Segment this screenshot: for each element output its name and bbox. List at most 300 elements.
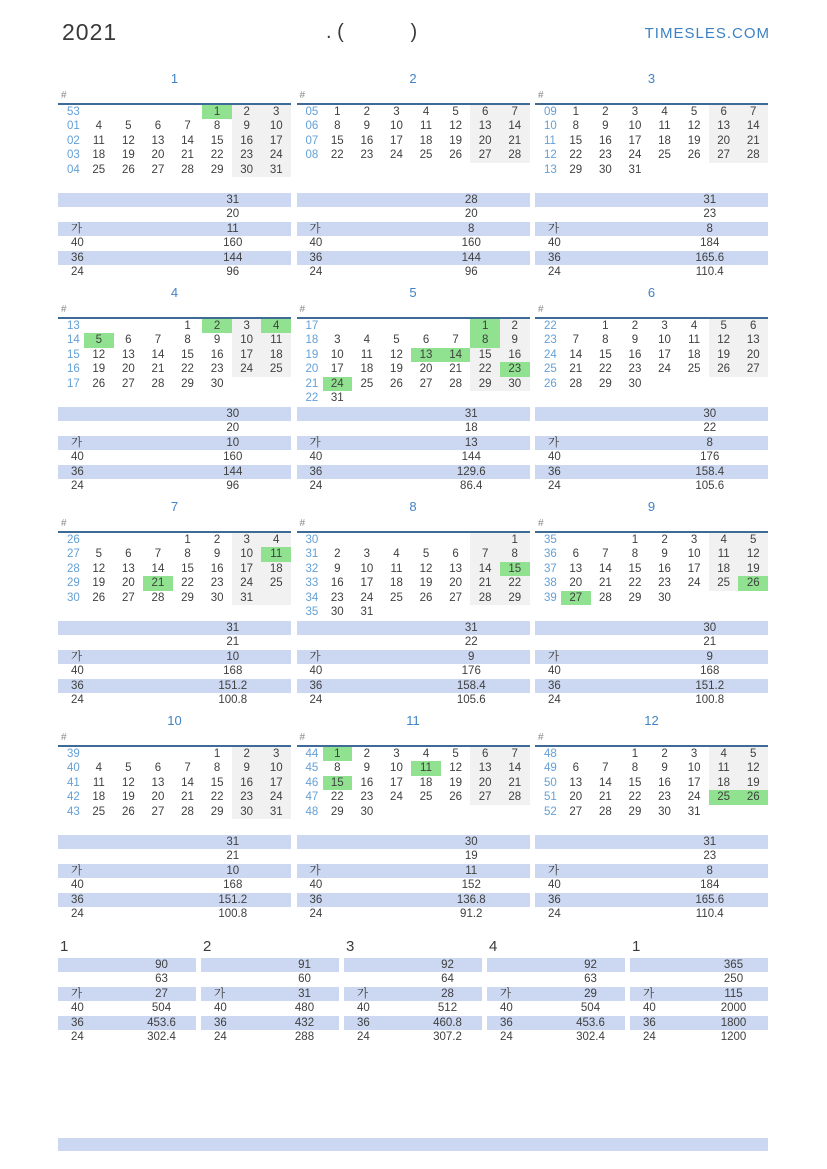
summary-table — [58, 193, 291, 279]
summary-row — [535, 251, 768, 265]
day-cell: 1 — [631, 534, 639, 546]
summary-value: 176 — [461, 665, 481, 678]
year-total-block — [630, 938, 768, 1044]
summary-label: 가 — [71, 222, 83, 235]
summary-row — [297, 251, 530, 265]
month-title: 3 — [647, 71, 656, 86]
day-cell: 14 — [598, 776, 612, 789]
holiday-day-cell: 8 — [470, 333, 500, 347]
summary-row — [201, 972, 339, 986]
day-cell: 7 — [738, 105, 768, 119]
week-row — [58, 533, 291, 547]
summary-row — [535, 465, 768, 479]
summary-row — [487, 1001, 625, 1015]
day-cell: 26 — [419, 591, 433, 604]
day-cell: 5 — [690, 106, 698, 118]
week-row — [58, 362, 291, 376]
week-row — [297, 377, 530, 391]
day-cell: 9 — [500, 333, 530, 347]
day-cell: 30 — [330, 605, 344, 618]
month-block-6 — [535, 284, 768, 498]
summary-label: 40 — [548, 451, 561, 464]
day-cell — [561, 319, 591, 333]
day-cell: 17 — [687, 776, 701, 789]
day-cell: 9 — [232, 119, 262, 133]
day-cell: 23 — [232, 790, 262, 804]
day-cell: 21 — [449, 363, 462, 376]
week-number: 05 — [305, 106, 319, 118]
day-cell: 18 — [360, 363, 374, 376]
day-cell: 14 — [181, 134, 194, 147]
day-cell: 5 — [738, 533, 768, 547]
summary-label: 36 — [309, 251, 323, 264]
summary-value: 29 — [584, 987, 597, 1000]
summary-label — [535, 207, 652, 221]
day-cell — [591, 747, 621, 761]
summary-value: 460.8 — [433, 1016, 462, 1029]
month-title: 9 — [647, 499, 656, 514]
day-cell: 28 — [500, 790, 530, 804]
summary-value: 105.6 — [456, 693, 486, 706]
week-number: 39 — [544, 591, 557, 604]
day-cell: 14 — [598, 562, 612, 575]
day-cell: 11 — [390, 562, 403, 575]
summary-label — [535, 407, 652, 421]
day-cell: 4 — [661, 106, 668, 118]
summary-label: 24 — [309, 479, 323, 492]
summary-row — [58, 1001, 196, 1015]
summary-row — [535, 849, 768, 863]
summary-table — [297, 193, 530, 279]
summary-label: 가 — [309, 222, 321, 235]
summary-row — [297, 450, 530, 464]
day-cell: 9 — [232, 761, 262, 775]
summary-label: 24 — [309, 693, 323, 706]
summary-label: 가 — [548, 650, 560, 663]
day-cell: 22 — [330, 791, 344, 804]
week-number: 41 — [67, 776, 80, 789]
day-cell: 22 — [470, 362, 500, 376]
holiday-day-cell: 25 — [709, 790, 739, 804]
quarters-row — [58, 938, 768, 1044]
summary-row — [297, 679, 530, 693]
day-cell: 10 — [687, 548, 701, 561]
month-calendar — [297, 732, 530, 819]
summary-row — [344, 958, 482, 972]
day-cell: 7 — [500, 747, 530, 761]
week-row — [58, 747, 291, 761]
summary-label — [487, 972, 556, 986]
month-calendar — [58, 518, 291, 605]
week-number: 13 — [67, 320, 80, 332]
summary-table — [297, 835, 530, 921]
holiday-day-cell: 23 — [500, 362, 530, 376]
summary-label — [297, 621, 414, 635]
month-title: 10 — [167, 713, 182, 728]
holiday-day-cell: 1 — [470, 319, 500, 333]
day-cell: 26 — [687, 149, 701, 162]
week-number: 02 — [67, 134, 80, 147]
day-cell: 4 — [709, 747, 739, 761]
week-number: 15 — [67, 348, 80, 361]
day-cell — [411, 533, 441, 547]
day-cell: 25 — [360, 377, 374, 390]
day-cell: 7 — [470, 547, 500, 561]
week-row — [297, 391, 530, 405]
day-cell — [650, 163, 680, 177]
week-row — [297, 605, 530, 619]
summary-row — [344, 987, 482, 1001]
day-cell — [323, 319, 353, 333]
day-cell: 8 — [631, 548, 639, 561]
summary-label: 가 — [548, 864, 560, 877]
summary-value: 144 — [223, 465, 243, 478]
day-cell: 4 — [709, 533, 739, 547]
summary-row — [58, 621, 291, 635]
day-cell: 13 — [738, 333, 768, 347]
day-cell: 3 — [393, 106, 400, 118]
day-cell — [143, 319, 173, 333]
day-cell: 11 — [709, 761, 739, 775]
summary-label: 36 — [71, 679, 84, 692]
week-row — [58, 805, 291, 819]
summary-label: 가 — [500, 987, 512, 1000]
day-cell: 5 — [452, 106, 459, 118]
day-cell: 31 — [330, 391, 344, 404]
week-column-header: # — [535, 518, 768, 533]
summary-table — [297, 621, 530, 707]
day-cell: 7 — [154, 548, 162, 561]
summary-row — [297, 222, 530, 236]
week-number: 37 — [544, 562, 557, 575]
holiday-day-cell: 1 — [323, 747, 353, 761]
summary-label: 40 — [71, 879, 84, 892]
summary-row — [535, 450, 768, 464]
day-cell: 22 — [210, 149, 224, 162]
day-cell: 22 — [181, 363, 194, 376]
day-cell: 20 — [151, 791, 165, 804]
summary-row — [630, 972, 768, 986]
day-cell: 29 — [628, 805, 642, 818]
summary-value: 302.4 — [147, 1030, 176, 1043]
day-cell — [441, 605, 471, 619]
day-cell: 20 — [151, 149, 165, 162]
day-cell: 30 — [658, 805, 671, 818]
day-cell: 19 — [449, 134, 462, 147]
summary-row — [297, 664, 530, 678]
week-row — [535, 148, 768, 162]
day-cell: 24 — [687, 577, 701, 590]
summary-label — [58, 193, 175, 207]
day-cell — [352, 319, 382, 333]
day-cell: 15 — [210, 776, 224, 789]
week-row — [58, 333, 291, 347]
summary-value: 250 — [723, 973, 744, 986]
day-cell: 26 — [449, 791, 462, 804]
summary-value: 8 — [706, 222, 713, 235]
summary-row — [344, 1016, 482, 1030]
week-column-header: # — [58, 518, 291, 533]
summary-label: 가 — [71, 987, 83, 1000]
summary-row — [297, 193, 530, 207]
week-number: 42 — [67, 791, 80, 804]
day-cell: 23 — [598, 149, 612, 162]
day-cell: 14 — [470, 562, 500, 576]
day-cell: 21 — [181, 149, 194, 162]
summary-label — [487, 958, 556, 972]
day-cell: 25 — [261, 362, 291, 376]
day-cell: 14 — [500, 761, 530, 775]
summary-value: 288 — [294, 1030, 315, 1043]
day-cell — [382, 319, 412, 333]
summary-label: 36 — [548, 251, 561, 264]
summary-value: 100.8 — [218, 907, 248, 920]
week-row — [58, 119, 291, 133]
holiday-day-cell: 15 — [323, 776, 353, 790]
summary-value: 115 — [724, 987, 743, 1000]
day-cell — [470, 391, 500, 405]
month-block-5 — [297, 284, 530, 498]
week-row — [297, 576, 530, 590]
summary-row — [297, 465, 530, 479]
day-cell: 12 — [738, 761, 768, 775]
summary-label: 36 — [500, 1016, 513, 1029]
week-row — [58, 105, 291, 119]
summary-row — [58, 958, 196, 972]
summary-table — [297, 407, 530, 493]
summary-value: 31 — [226, 622, 240, 634]
summary-label: 24 — [548, 265, 561, 278]
summary-label — [58, 849, 175, 863]
day-cell: 27 — [121, 377, 135, 390]
day-cell: 14 — [500, 119, 530, 133]
month-block-10 — [58, 712, 291, 926]
summary-row — [630, 1030, 768, 1044]
week-row — [58, 591, 291, 605]
day-cell: 8 — [602, 334, 609, 347]
summary-label — [630, 958, 699, 972]
summary-value: 9 — [706, 650, 713, 663]
day-cell: 20 — [121, 577, 135, 590]
day-cell: 24 — [261, 148, 291, 162]
week-number: 45 — [305, 762, 319, 775]
day-cell: 27 — [151, 163, 165, 176]
day-cell: 23 — [232, 148, 262, 162]
day-cell: 18 — [709, 776, 739, 790]
summary-row — [297, 849, 530, 863]
summary-value: 19 — [464, 850, 478, 863]
brand-link[interactable]: TIMESLES.COM — [644, 25, 770, 42]
day-cell: 1 — [184, 320, 191, 332]
day-cell: 12 — [92, 562, 106, 575]
summary-value: 63 — [584, 973, 597, 986]
summary-value: 504 — [580, 1002, 601, 1015]
day-cell — [352, 533, 382, 547]
summary-row — [535, 664, 768, 678]
summary-label: 24 — [548, 693, 561, 706]
day-cell — [709, 163, 739, 177]
day-cell: 1 — [631, 748, 639, 760]
day-cell: 19 — [709, 348, 739, 362]
holiday-day-cell: 2 — [202, 319, 232, 333]
summary-label: 36 — [309, 893, 323, 906]
summary-value: 144 — [223, 251, 243, 264]
summary-label: 가 — [309, 436, 321, 449]
day-cell: 10 — [390, 762, 403, 775]
summary-value: 504 — [151, 1002, 172, 1015]
day-cell: 22 — [181, 577, 194, 590]
summary-value: 10 — [226, 650, 240, 663]
week-number: 28 — [67, 562, 80, 575]
summary-value: 31 — [703, 194, 717, 206]
day-cell: 14 — [569, 348, 583, 361]
day-cell: 9 — [363, 762, 371, 775]
day-cell: 1 — [602, 320, 609, 332]
day-cell: 21 — [151, 363, 165, 376]
summary-value: 151.2 — [218, 893, 248, 906]
summary-value: 2000 — [720, 1002, 747, 1015]
summary-label — [535, 849, 652, 863]
day-cell: 25 — [419, 791, 433, 804]
summary-row — [297, 878, 530, 892]
summary-value: 28 — [464, 194, 478, 206]
day-cell: 10 — [232, 333, 262, 347]
day-cell: 12 — [92, 348, 106, 361]
summary-value: 23 — [703, 850, 717, 863]
week-number: 33 — [305, 577, 319, 590]
summary-label: 36 — [548, 893, 561, 906]
day-cell: 13 — [709, 119, 739, 133]
summary-label: 36 — [548, 465, 561, 478]
week-number: 52 — [544, 805, 557, 818]
day-cell: 21 — [569, 363, 583, 376]
day-cell: 24 — [232, 576, 262, 590]
week-number: 48 — [305, 805, 319, 818]
summary-row — [58, 465, 291, 479]
day-cell: 2 — [363, 106, 371, 118]
summary-label: 36 — [357, 1016, 370, 1029]
summary-value: 432 — [294, 1016, 315, 1029]
summary-table — [344, 958, 482, 1044]
summary-label: 40 — [548, 237, 561, 250]
day-cell: 19 — [92, 363, 106, 376]
month-calendar — [297, 90, 530, 163]
day-cell: 30 — [658, 591, 671, 604]
quarter-block-1 — [58, 938, 196, 1044]
day-cell: 13 — [569, 562, 583, 575]
day-cell: 27 — [709, 148, 739, 162]
day-cell — [382, 533, 412, 547]
day-cell: 8 — [213, 762, 221, 775]
day-cell: 16 — [360, 776, 374, 789]
summary-label — [58, 635, 175, 649]
day-cell: 16 — [232, 776, 262, 790]
week-row — [58, 547, 291, 561]
day-cell: 24 — [261, 790, 291, 804]
month-title: 8 — [409, 499, 417, 514]
day-cell: 16 — [628, 348, 642, 361]
summary-value: 60 — [298, 973, 311, 986]
summary-label: 가 — [548, 436, 560, 449]
summary-row — [535, 265, 768, 279]
day-cell — [470, 805, 500, 819]
day-cell: 3 — [261, 747, 291, 761]
day-cell: 22 — [500, 576, 530, 590]
week-row — [297, 134, 530, 148]
summary-value: 1800 — [720, 1016, 747, 1029]
summary-row — [630, 958, 768, 972]
week-number: 23 — [544, 334, 557, 347]
month-calendar — [58, 732, 291, 819]
day-cell: 15 — [569, 134, 583, 147]
day-cell — [500, 391, 530, 405]
day-cell: 5 — [738, 747, 768, 761]
summary-label: 36 — [71, 893, 84, 906]
day-cell: 23 — [360, 791, 374, 804]
day-cell: 19 — [92, 577, 106, 590]
summary-row — [344, 972, 482, 986]
summary-row — [58, 893, 291, 907]
summary-row — [535, 236, 768, 250]
day-cell: 17 — [232, 348, 262, 362]
day-cell: 12 — [687, 120, 701, 133]
week-number: 14 — [67, 334, 80, 347]
summary-value: 28 — [441, 987, 454, 1000]
day-cell: 12 — [449, 120, 462, 133]
day-cell — [173, 105, 203, 119]
week-number: 32 — [305, 562, 319, 575]
summary-row — [58, 222, 291, 236]
quarter-title: 1 — [632, 938, 641, 955]
quarter-block-3 — [344, 938, 482, 1044]
summary-value: 1200 — [720, 1030, 747, 1043]
day-cell: 15 — [628, 776, 642, 789]
day-cell: 5 — [125, 762, 132, 775]
summary-row — [297, 479, 530, 493]
week-number: 38 — [544, 577, 557, 590]
day-cell — [84, 105, 114, 119]
day-cell: 19 — [121, 149, 135, 162]
summary-label: 24 — [309, 907, 323, 920]
quarter-title: 4 — [489, 938, 498, 955]
day-cell: 31 — [360, 605, 374, 618]
summary-label: 36 — [71, 465, 84, 478]
summary-value: 160 — [223, 451, 243, 464]
day-cell: 14 — [151, 348, 165, 361]
day-cell — [561, 533, 591, 547]
day-cell: 30 — [360, 805, 374, 818]
day-cell: 2 — [602, 106, 609, 118]
summary-label: 24 — [643, 1030, 656, 1043]
month-calendar — [535, 518, 768, 605]
day-cell — [232, 377, 262, 391]
summary-value: 31 — [464, 622, 478, 634]
summary-label — [297, 407, 414, 421]
day-cell: 26 — [709, 362, 739, 376]
summary-row — [535, 421, 768, 435]
day-cell — [411, 391, 441, 405]
summary-label: 24 — [214, 1030, 227, 1043]
summary-row — [535, 679, 768, 693]
summary-value: 480 — [294, 1002, 315, 1015]
day-cell: 3 — [631, 106, 639, 118]
month-calendar — [58, 304, 291, 391]
week-row — [535, 362, 768, 376]
summary-label — [58, 621, 175, 635]
day-cell: 28 — [449, 377, 462, 390]
day-cell: 23 — [210, 577, 224, 590]
day-cell — [738, 163, 768, 177]
